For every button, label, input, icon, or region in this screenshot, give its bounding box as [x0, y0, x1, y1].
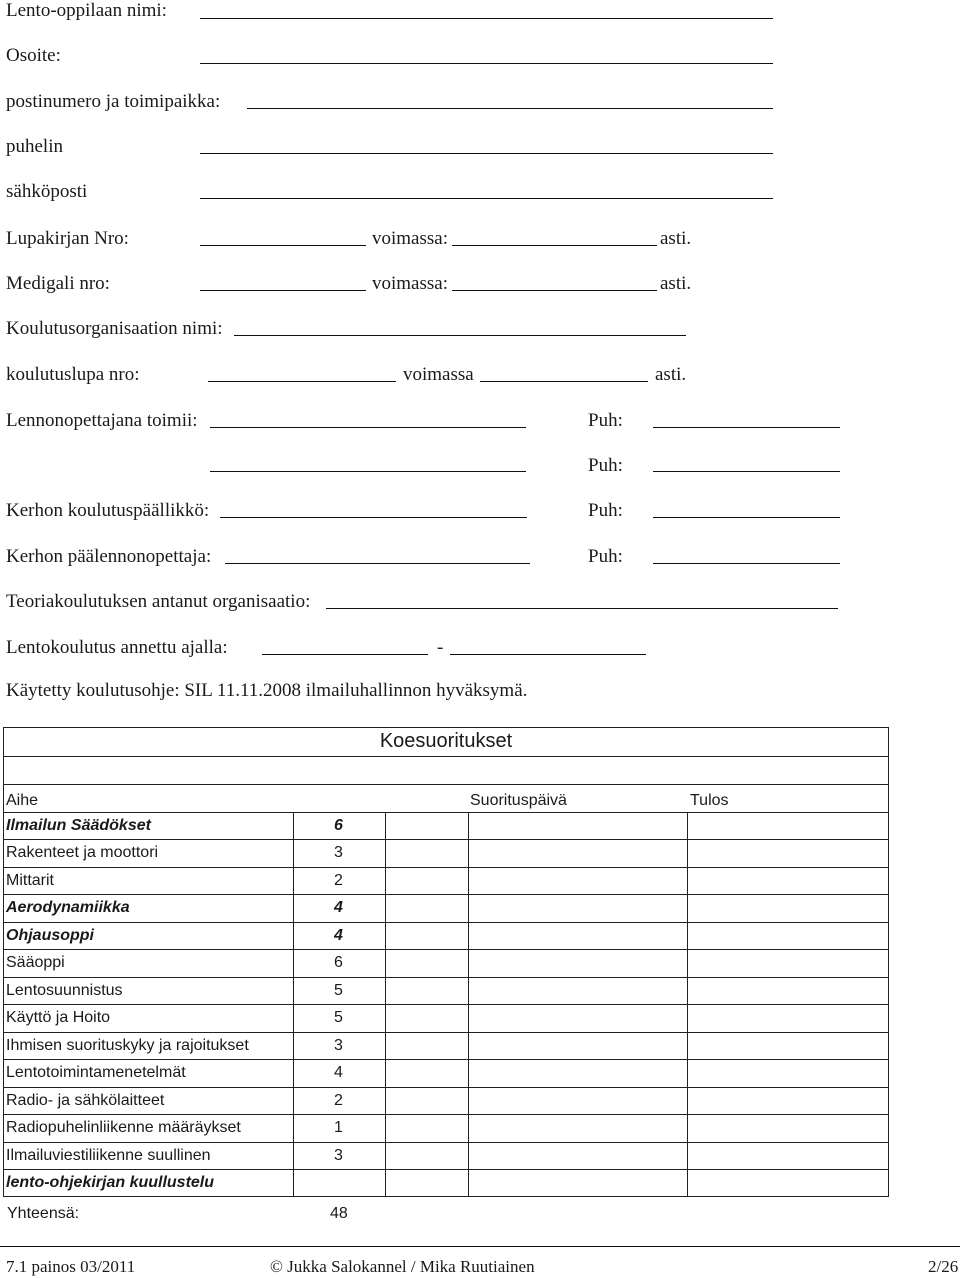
medical-nro-label: Medigali nro: [6, 273, 110, 294]
exam-row-result-cell[interactable] [688, 1169, 888, 1196]
exam-row-value: 4 [334, 927, 343, 944]
exam-row-result-cell[interactable] [688, 1142, 888, 1169]
exam-row-result-cell[interactable] [688, 867, 888, 894]
instructor2-field[interactable] [210, 471, 526, 472]
head-of-training-phone-label: Puh: [588, 500, 623, 521]
permit-valid-label: voimassa [403, 364, 474, 385]
permit-until-label: asti. [655, 364, 687, 385]
exam-row-date-cell[interactable] [469, 894, 687, 921]
license-nro-field[interactable] [200, 245, 366, 246]
exam-row-result-cell[interactable] [688, 1004, 888, 1031]
period-dash: - [437, 637, 444, 658]
head-of-training-phone-field[interactable] [653, 517, 840, 518]
address-field[interactable] [200, 63, 773, 64]
exam-row-subject: Ohjausoppi [6, 927, 94, 944]
email-field[interactable] [200, 198, 773, 199]
exam-row-value: 4 [334, 1064, 343, 1081]
exam-row-subject: Rakenteet ja moottori [6, 844, 159, 861]
exam-row-result-cell[interactable] [688, 812, 888, 839]
medical-valid-field[interactable] [452, 290, 657, 291]
exam-row-subject: Lentotoimintamenetelmät [6, 1064, 186, 1081]
exam-row-subject: Mittarit [6, 872, 54, 889]
exam-row-date-cell[interactable] [469, 812, 687, 839]
head-of-training-label: Kerhon koulutuspäällikkö: [6, 500, 210, 521]
exam-row-subject: Radiopuhelinliikenne määräykset [6, 1119, 241, 1136]
instructor-phone-label: Puh: [588, 410, 623, 431]
footer-authors: © Jukka Salokannel / Mika Ruutiainen [270, 1257, 535, 1276]
exam-row-result-cell[interactable] [688, 1032, 888, 1059]
exam-row-result-cell[interactable] [688, 1114, 888, 1141]
instructor-field[interactable] [210, 427, 526, 428]
exam-row-date-cell[interactable] [469, 977, 687, 1004]
postal-label: postinumero ja toimipaikka: [6, 91, 221, 112]
exam-row-result-cell[interactable] [688, 1087, 888, 1114]
exam-row-date-cell[interactable] [469, 1087, 687, 1114]
exam-table [3, 727, 889, 1197]
org-name-label: Koulutusorganisaation nimi: [6, 318, 223, 339]
total-label: Yhteensä: [7, 1205, 80, 1222]
license-nro-label: Lupakirjan Nro: [6, 228, 129, 249]
col-date-header: Suorituspäivä [470, 792, 567, 809]
phone-label: puhelin [6, 136, 63, 157]
medical-valid-label: voimassa: [372, 273, 448, 294]
exam-row-subject: Radio- ja sähkölaitteet [6, 1092, 165, 1109]
theory-org-field[interactable] [326, 608, 838, 609]
exam-row-subject: Käyttö ja Hoito [6, 1009, 111, 1026]
exam-row-value: 4 [334, 899, 343, 916]
exam-row-date-cell[interactable] [469, 867, 687, 894]
exam-row-subject: Ilmailuviestiliikenne suullinen [6, 1147, 211, 1164]
syllabus-text: Käytetty koulutusohje: SIL 11.11.2008 ilmailuhallinnon hyväksymä. [6, 680, 528, 701]
chief-instructor-phone-field[interactable] [653, 563, 840, 564]
instructor2-phone-field[interactable] [653, 471, 840, 472]
col-result-header: Tulos [690, 792, 729, 809]
student-name-label: Lento-oppilaan nimi: [6, 0, 167, 21]
exam-row-value: 1 [334, 1119, 343, 1136]
exam-row-value: 6 [334, 954, 343, 971]
exam-row-date-cell[interactable] [469, 949, 687, 976]
permit-valid-field[interactable] [480, 381, 648, 382]
medical-until-label: asti. [660, 273, 692, 294]
license-until-label: asti. [660, 228, 692, 249]
exam-row-date-cell[interactable] [469, 1032, 687, 1059]
exam-row-value: 5 [334, 1009, 343, 1026]
phone-field[interactable] [200, 153, 773, 154]
theory-org-label: Teoriakoulutuksen antanut organisaatio: [6, 591, 311, 612]
col-subject-header: Aihe [6, 792, 39, 809]
exam-row-result-cell[interactable] [688, 949, 888, 976]
exam-row-date-cell[interactable] [469, 922, 687, 949]
address-label: Osoite: [6, 45, 61, 66]
instructor2-phone-label: Puh: [588, 455, 623, 476]
total-value: 48 [330, 1205, 348, 1222]
chief-instructor-phone-label: Puh: [588, 546, 623, 567]
exam-row-result-cell[interactable] [688, 922, 888, 949]
exam-row-value: 6 [334, 817, 343, 834]
exam-row-result-cell[interactable] [688, 839, 888, 866]
chief-instructor-label: Kerhon päälennonopettaja: [6, 546, 212, 567]
exam-row-subject: Ilmailun Säädökset [6, 817, 151, 834]
footer-divider [0, 1246, 960, 1247]
exam-row-subject: Lentosuunnistus [6, 982, 123, 999]
flight-period-end-field[interactable] [450, 654, 646, 655]
exam-row-subject: Ihmisen suorituskyky ja rajoitukset [6, 1037, 249, 1054]
footer-edition: 7.1 painos 03/2011 [6, 1257, 136, 1276]
chief-instructor-field[interactable] [225, 563, 530, 564]
exam-row-result-cell[interactable] [688, 977, 888, 1004]
head-of-training-field[interactable] [220, 517, 527, 518]
license-valid-label: voimassa: [372, 228, 448, 249]
flight-period-start-field[interactable] [262, 654, 428, 655]
footer-page: 2/26 [928, 1257, 959, 1276]
exam-title: Koesuoritukset [379, 730, 513, 752]
permit-nro-field[interactable] [208, 381, 396, 382]
instructor-label: Lennonopettajana toimii: [6, 410, 198, 431]
instructor-phone-field[interactable] [653, 427, 840, 428]
exam-row-date-cell[interactable] [469, 1059, 687, 1086]
exam-row-value: 3 [334, 844, 343, 861]
exam-row-value: 2 [334, 1092, 343, 1109]
exam-row-value: 2 [334, 872, 343, 889]
license-valid-field[interactable] [452, 245, 657, 246]
exam-row-value: 3 [334, 1147, 343, 1164]
flight-period-label: Lentokoulutus annettu ajalla: [6, 637, 228, 658]
exam-row-result-cell[interactable] [688, 1059, 888, 1086]
permit-nro-label: koulutuslupa nro: [6, 364, 140, 385]
exam-row-date-cell[interactable] [469, 839, 687, 866]
exam-row-subject: Aerodynamiikka [6, 899, 130, 916]
exam-row-subject: Sääoppi [6, 954, 65, 971]
exam-row-subject: lento-ohjekirjan kuullustelu [6, 1174, 215, 1191]
student-name-field[interactable] [200, 18, 773, 19]
exam-row-date-cell[interactable] [469, 1114, 687, 1141]
exam-row-date-cell[interactable] [469, 1142, 687, 1169]
email-label: sähköposti [6, 181, 88, 202]
exam-row-value: 5 [334, 982, 343, 999]
exam-row-date-cell[interactable] [469, 1169, 687, 1196]
medical-nro-field[interactable] [200, 290, 366, 291]
postal-field[interactable] [247, 108, 773, 109]
exam-row-result-cell[interactable] [688, 894, 888, 921]
exam-row-value: 3 [334, 1037, 343, 1054]
org-name-field[interactable] [234, 335, 686, 336]
exam-row-date-cell[interactable] [469, 1004, 687, 1031]
